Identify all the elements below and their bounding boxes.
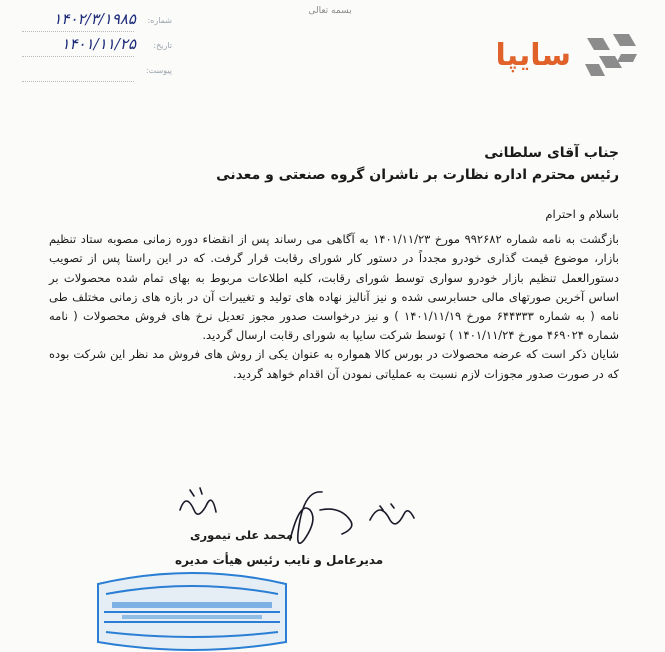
- handwritten-signature-icon: [170, 480, 430, 560]
- recipient-name: جناب آقای سلطانی: [484, 145, 619, 161]
- saipa-logo-icon: [583, 30, 641, 80]
- attachment-line: [22, 81, 134, 82]
- signatory-name: محمد علی تیموری: [190, 528, 294, 542]
- number-value: ۱۴۰۲/۳/۱۹۸۵: [53, 10, 136, 28]
- company-stamp-icon: [92, 568, 292, 652]
- number-label: شماره:: [147, 16, 172, 25]
- date-row: [22, 35, 172, 60]
- recipient-title: رئیس محترم اداره نظارت بر ناشران گروه صنعتی و معدنی: [216, 167, 619, 183]
- date-value: ۱۴۰۱/۱۱/۲۵: [61, 35, 136, 53]
- signatory-title: مدیرعامل و نایب رئیس هیأت مدیره: [175, 553, 384, 567]
- recipient-block: [59, 145, 619, 183]
- number-row: [22, 10, 172, 35]
- saipa-logo: [491, 24, 641, 84]
- bismillah: بسمه تعالی: [308, 6, 352, 16]
- body-paragraph-1: بازگشت به نامه شماره ۹۹۲۶۸۲ مورخ ۱۴۰۱/۱۱/۲۳ به آگاهی می رساند پس از انقضاء دوره زمانی مصوبه ستاد تنظیم بازار، موضوع قیمت گذاری خودرو مجدداً در دستور کار شورای رقابت قرار گرفت. که در این راستا پس از تصویب دستورالعمل تنظیم بازار خودرو سواری توسط شورای رقابت، کلیه اطلاعات مربوط به بهای تمام شده محصولات بر اساس آخرین صورتهای مالی حسابرسی شده و نیز آنالیز نهاده های تولید و تغییرات آن در بازه های زمانی مختلف طی نامه ( به شماره ۶۴۴۳۳۳ مورخ ۱۴۰۱/۱۱/۱۹ ) و نیز درخواست صدور مجوز تعدیل نرخ های فروش محصولات ( نامه شماره ۴۶۹۰۲۴ مورخ ۱۴۰۱/۱۱/۲۴ ) توسط شرکت سایپا به شورای رقابت ارسال گردید.: [49, 232, 620, 343]
- letter-meta: [22, 10, 172, 85]
- body-paragraph-2: شایان ذکر است که عرضه محصولات در بورس کالا همواره به عنوان یکی از روش های فروش مد نظر این شرکت بوده که در صورت صدور مجوزات لازم نسبت به عملیاتی نمودن آن اقدام خواهد گردید.: [49, 347, 619, 381]
- date-label: تاریخ:: [153, 41, 172, 50]
- number-line: [22, 31, 134, 32]
- letter-body: [49, 205, 619, 384]
- attachment-row: [22, 60, 172, 85]
- greeting: باسلام و احترام: [545, 207, 619, 221]
- logo-text: سایپا: [495, 38, 571, 73]
- attachment-label: پیوست:: [145, 66, 172, 75]
- date-line: [22, 56, 134, 57]
